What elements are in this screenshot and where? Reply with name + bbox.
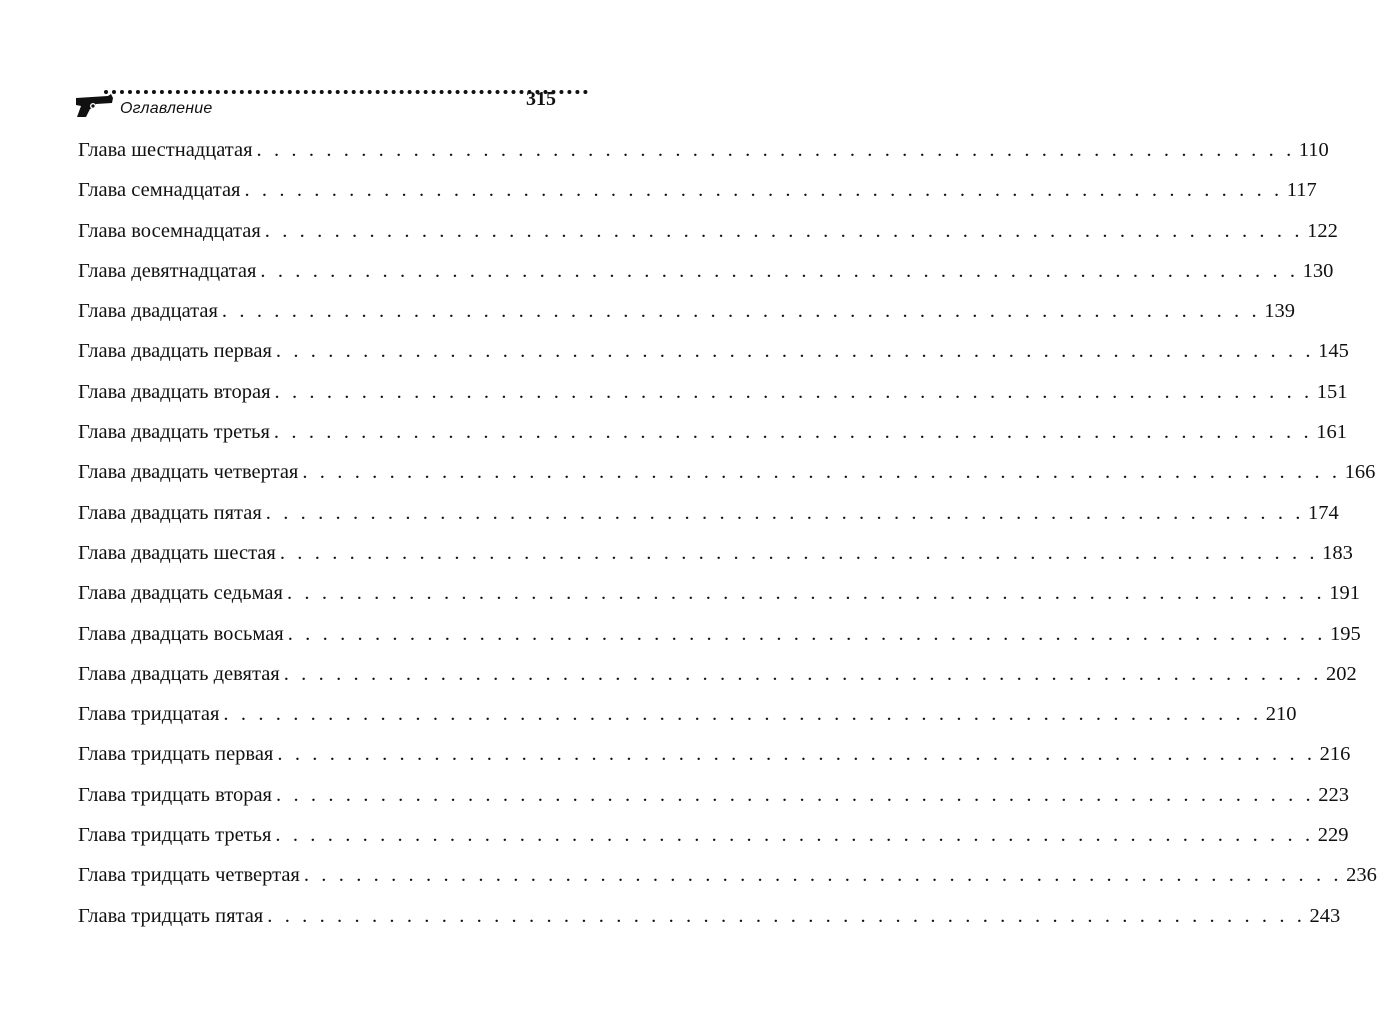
toc-entry-page: 145 xyxy=(1318,340,1349,363)
toc-entry[interactable] xyxy=(78,378,1348,418)
toc-dot-leader: . . . . . . . . . . . . . . . . . . . . . . . . . . . . . . . . . . . . . . . . . . . . . . . . . . . . . . . . . . . . xyxy=(302,461,1341,484)
toc-entry-page: 229 xyxy=(1317,824,1349,847)
toc-entry[interactable] xyxy=(78,620,1361,660)
toc-entry[interactable] xyxy=(78,297,1295,337)
toc-entry-page: 122 xyxy=(1307,219,1338,242)
toc-entry-page: 210 xyxy=(1265,703,1297,726)
toc-entry[interactable] xyxy=(78,136,1329,176)
toc-dot-leader: . . . . . . . . . . . . . . . . . . . . . . . . . . . . . . . . . . . . . . . . . . . . . . . . . . . . . . . . . . . . xyxy=(303,864,1343,887)
toc-entry-title: Глава двадцать шестая xyxy=(78,541,276,564)
toc-entry-page: 110 xyxy=(1298,139,1329,161)
toc-dot-leader: . . . . . . . . . . . . . . . . . . . . . . . . . . . . . . . . . . . . . . . . . . . . . . . . . . . . . . . . . . . . xyxy=(221,300,1261,323)
toc-dot-leader: . . . . . . . . . . . . . . . . . . . . . . . . . . . . . . . . . . . . . . . . . . . . . . . . . . . . . . . . . . . . xyxy=(275,340,1315,363)
toc-entry-page: 236 xyxy=(1346,864,1377,887)
toc-entry-page: 117 xyxy=(1286,179,1317,202)
toc-dot-leader: . . . . . . . . . . . . . . . . . . . . . . . . . . . . . . . . . . . . . . . . . . . . . . . . . . . . . . . . . . . . xyxy=(279,541,1319,564)
toc-entry-title: Глава двадцать девятая xyxy=(78,662,280,685)
table-of-contents xyxy=(78,136,1377,942)
toc-entry-title: Глава двадцать первая xyxy=(78,340,272,363)
toc-entry[interactable] xyxy=(78,539,1353,579)
toc-entry-title: Глава двадцать пятая xyxy=(78,501,262,524)
toc-entry[interactable] xyxy=(78,740,1351,780)
running-header xyxy=(74,80,564,130)
toc-entry-page: 202 xyxy=(1326,662,1357,685)
header-dotted-rule xyxy=(104,90,588,94)
toc-dot-leader: . . . . . . . . . . . . . . . . . . . . . . . . . . . . . . . . . . . . . . . . . . . . . . . . . . . . . . . . . . . . xyxy=(223,703,1262,726)
toc-entry-page: 174 xyxy=(1308,501,1339,524)
toc-entry-page: 243 xyxy=(1309,904,1341,927)
toc-dot-leader: . . . . . . . . . . . . . . . . . . . . . . . . . . . . . . . . . . . . . . . . . . . . . . . . . . . . . . . . . . . . xyxy=(273,421,1313,444)
toc-dot-leader: . . . . . . . . . . . . . . . . . . . . . . . . . . . . . . . . . . . . . . . . . . . . . . . . . . . . . . . . . . . . xyxy=(264,219,1304,242)
toc-entry-title: Глава двадцать восьмая xyxy=(78,622,284,645)
toc-entry-title: Глава тридцать четвертая xyxy=(78,864,300,887)
toc-dot-leader: . . . . . . . . . . . . . . . . . . . . . . . . . . . . . . . . . . . . . . . . . . . . . . . . . . . . . . . . . . . . xyxy=(267,904,1306,927)
toc-entry-title: Глава двадцать третья xyxy=(78,421,270,444)
toc-entry-title: Глава восемнадцатая xyxy=(78,219,261,242)
toc-dot-leader: . . . . . . . . . . . . . . . . . . . . . . . . . . . . . . . . . . . . . . . . . . . . . . . . . . . . . . . . . . . . xyxy=(244,179,1283,202)
toc-entry[interactable] xyxy=(78,418,1347,458)
toc-entry-title: Глава тридцать третья xyxy=(78,824,272,847)
toc-entry[interactable] xyxy=(78,660,1357,700)
toc-entry-page: 223 xyxy=(1318,783,1350,806)
toc-entry[interactable] xyxy=(78,579,1360,619)
toc-entry[interactable] xyxy=(78,781,1350,821)
toc-entry[interactable] xyxy=(78,861,1377,901)
revolver-icon xyxy=(74,92,116,118)
toc-entry-page: 191 xyxy=(1329,582,1360,605)
toc-entry-title: Глава двадцатая xyxy=(78,300,218,323)
toc-entry-page: 166 xyxy=(1344,461,1376,484)
toc-entry-title: Глава семнадцатая xyxy=(78,179,241,202)
toc-entry-title: Глава тридцатая xyxy=(78,703,220,726)
toc-entry-title: Глава двадцать вторая xyxy=(78,380,271,403)
toc-entry[interactable] xyxy=(78,700,1297,740)
toc-entry-page: 195 xyxy=(1330,622,1361,645)
toc-entry[interactable] xyxy=(78,458,1376,498)
toc-entry[interactable] xyxy=(78,176,1317,216)
toc-entry[interactable] xyxy=(78,217,1338,257)
toc-entry-title: Глава тридцать пятая xyxy=(78,904,264,927)
toc-dot-leader: . . . . . . . . . . . . . . . . . . . . . . . . . . . . . . . . . . . . . . . . . . . . . . . . . . . . . . . . . . . . xyxy=(286,582,1326,605)
toc-dot-leader: . . . . . . . . . . . . . . . . . . . . . . . . . . . . . . . . . . . . . . . . . . . . . . . . . . . . . . . . . . . . xyxy=(276,783,1315,806)
toc-entry-title: Глава двадцать четвертая xyxy=(78,461,299,484)
toc-dot-leader: . . . . . . . . . . . . . . . . . . . . . . . . . . . . . . . . . . . . . . . . . . . . . . . . . . . . . . . . . . . . xyxy=(287,622,1327,645)
toc-dot-leader: . . . . . . . . . . . . . . . . . . . . . . . . . . . . . . . . . . . . . . . . . . . . . . . . . . . . . . . . . . . . xyxy=(283,662,1322,685)
toc-entry-page: 183 xyxy=(1322,541,1353,564)
toc-entry[interactable] xyxy=(78,821,1349,861)
toc-entry-page: 161 xyxy=(1316,421,1347,444)
toc-entry-title: Глава девятнадцатая xyxy=(78,259,257,282)
page-number: 315 xyxy=(526,88,556,110)
toc-entry-page: 216 xyxy=(1319,743,1351,766)
toc-dot-leader: . . . . . . . . . . . . . . . . . . . . . . . . . . . . . . . . . . . . . . . . . . . . . . . . . . . . . . . . . . . . xyxy=(275,824,1314,847)
toc-dot-leader: . . . . . . . . . . . . . . . . . . . . . . . . . . . . . . . . . . . . . . . . . . . . . . . . . . . . . . . . . . . . xyxy=(256,139,1295,161)
toc-entry-title: Глава тридцать первая xyxy=(78,743,274,766)
toc-dot-leader: . . . . . . . . . . . . . . . . . . . . . . . . . . . . . . . . . . . . . . . . . . . . . . . . . . . . . . . . . . . . xyxy=(277,743,1316,766)
toc-entry[interactable] xyxy=(78,499,1339,539)
toc-entry-title: Глава двадцать седьмая xyxy=(78,582,283,605)
toc-entry-page: 130 xyxy=(1302,259,1334,282)
toc-entry-title: Глава тридцать вторая xyxy=(78,783,272,806)
toc-entry[interactable] xyxy=(78,337,1349,377)
section-name: Оглавление xyxy=(120,100,213,117)
toc-entry-page: 151 xyxy=(1316,380,1348,403)
toc-entry-title: Глава шестнадцатая xyxy=(78,139,253,161)
toc-entry[interactable] xyxy=(78,257,1334,297)
toc-dot-leader: . . . . . . . . . . . . . . . . . . . . . . . . . . . . . . . . . . . . . . . . . . . . . . . . . . . . . . . . . . . . xyxy=(265,501,1305,524)
toc-dot-leader: . . . . . . . . . . . . . . . . . . . . . . . . . . . . . . . . . . . . . . . . . . . . . . . . . . . . . . . . . . . . xyxy=(260,259,1299,282)
toc-entry[interactable] xyxy=(78,902,1341,942)
toc-entry-page: 139 xyxy=(1264,300,1295,323)
toc-dot-leader: . . . . . . . . . . . . . . . . . . . . . . . . . . . . . . . . . . . . . . . . . . . . . . . . . . . . . . . . . . . . xyxy=(274,380,1313,403)
